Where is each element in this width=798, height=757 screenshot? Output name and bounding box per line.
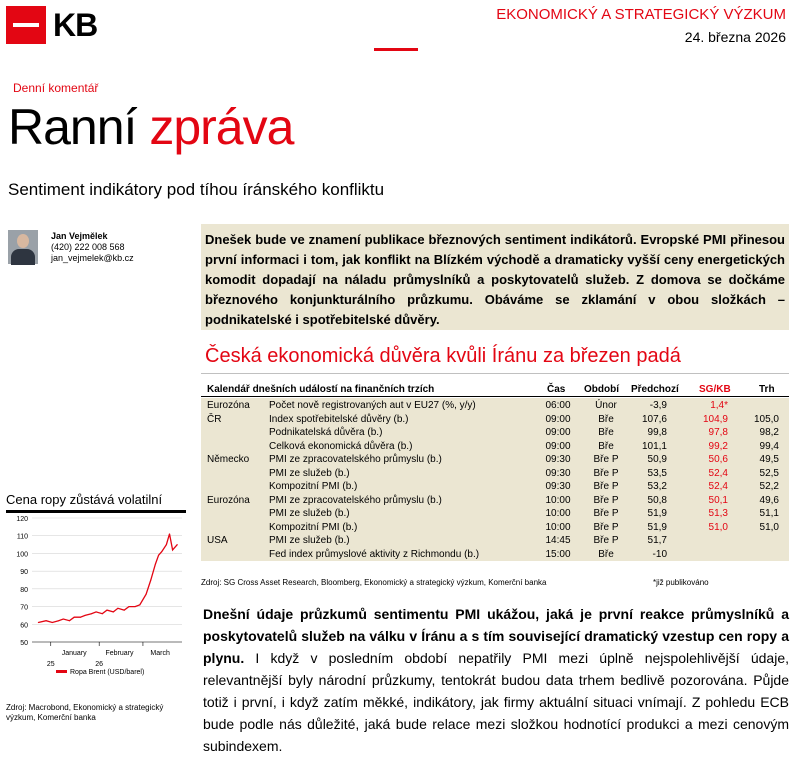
data-point: [38, 622, 39, 623]
cell-market: 99,4: [759, 440, 779, 452]
data-point: [58, 620, 59, 621]
cell-event: PMI ze zpracovatelského průmyslu (b.): [269, 454, 442, 465]
oil-price-chart: [6, 514, 192, 702]
data-point: [46, 620, 47, 621]
author-email[interactable]: jan_vejmelek@kb.cz: [51, 253, 134, 263]
cell-event: Kompozitní PMI (b.): [269, 481, 358, 492]
cell-market: 51,1: [759, 508, 779, 519]
calendar-header: [201, 381, 789, 397]
y-tick-label: 100: [16, 551, 28, 559]
cell-period: Bře P: [593, 508, 619, 519]
cell-forecast: 1,4*: [710, 400, 728, 411]
data-point: [150, 580, 151, 581]
chart-title: Cena ropy zůstává volatilní: [6, 492, 163, 507]
author-info: [51, 231, 134, 264]
cell-forecast: 51,3: [708, 508, 728, 519]
calendar-footer: [201, 578, 789, 587]
y-tick-label: 70: [20, 604, 28, 612]
cell-time: 14:45: [545, 535, 571, 546]
cell-period: Bře: [598, 440, 614, 452]
cell-market: 52,5: [759, 467, 779, 479]
cell-forecast: 50,6: [708, 454, 728, 465]
y-tick-label: 80: [20, 586, 28, 594]
y-tick-label: 120: [16, 516, 28, 523]
y-tick-label: 60: [20, 622, 28, 630]
cell-previous: 51,9: [647, 521, 667, 533]
cell-previous: 50,8: [647, 494, 667, 506]
cell-period: Bře P: [593, 467, 619, 479]
data-point: [96, 611, 97, 612]
cell-period: Bře: [598, 413, 614, 425]
x-tick-label: March: [150, 650, 170, 657]
body-paragraph: [203, 603, 789, 757]
data-point: [85, 615, 86, 616]
cell-time: 09:00: [545, 427, 571, 438]
data-point: [128, 606, 129, 607]
report-date: 24. března 2026: [684, 29, 786, 45]
cell-country: Eurozóna: [207, 400, 250, 411]
section-rule: [201, 373, 789, 374]
cell-previous: 51,9: [647, 508, 667, 519]
cell-previous: 53,5: [647, 467, 667, 479]
cell-country: Eurozóna: [207, 494, 250, 506]
kb-logo-text: KB: [53, 7, 98, 43]
x-tick-sublabel: 26: [95, 661, 104, 668]
cell-previous: 51,7: [647, 535, 667, 546]
cell-time: 09:30: [545, 467, 571, 479]
chart-source: Zdroj: Macrobond, Ekonomický a strategický výzkum, Komerční banka: [6, 703, 164, 722]
x-tick-sublabel: 25: [46, 661, 55, 668]
cell-previous: 53,2: [647, 481, 667, 492]
cell-previous: 99,8: [647, 427, 667, 438]
calendar-note: *již publikováno: [653, 578, 709, 587]
author-photo: [8, 230, 38, 264]
cell-time: 09:30: [545, 454, 571, 465]
body-bold-part: Dnešní údaje průzkumů sentimentu PMI ukážou, jaká je první reakce průmyslníků a poskytovatelů služeb na válku v Íránu a s tím související dramatický vzestup cen ropy a plynu.: [203, 606, 789, 666]
cell-country: Německo: [207, 454, 250, 465]
x-tick-label: January: [61, 650, 87, 657]
cell-forecast: 52,4: [708, 467, 728, 479]
cell-time: 10:00: [545, 508, 571, 519]
cell-country: ČR: [207, 413, 222, 425]
cell-time: 09:00: [545, 413, 571, 425]
cell-forecast: 52,4: [708, 481, 728, 492]
cell-previous: 101,1: [641, 440, 667, 452]
event-calendar: [201, 381, 789, 587]
data-point: [172, 549, 173, 550]
cell-market: 49,6: [759, 494, 779, 506]
data-point: [107, 610, 108, 611]
data-point: [166, 544, 167, 545]
cell-market: 98,2: [759, 427, 779, 438]
cell-event: Kompozitní PMI (b.): [269, 521, 358, 533]
data-point: [169, 533, 170, 534]
cell-event: Počet nově registrovaných aut v EU27 (%, y/y): [269, 400, 476, 411]
data-point: [102, 613, 103, 614]
y-tick-label: 90: [20, 569, 28, 577]
cell-previous: -10: [652, 548, 667, 560]
data-point: [52, 622, 53, 623]
cell-period: Bře P: [593, 454, 619, 465]
title-part-2: zpráva: [149, 99, 294, 155]
cell-period: Bře P: [593, 521, 619, 533]
data-point: [80, 617, 81, 618]
legend-label: Ropa Brent (USD/barel): [70, 669, 145, 676]
chart-title-rule: [6, 510, 186, 513]
department-label: EKONOMICKÝ A STRATEGICKÝ VÝZKUM: [496, 6, 786, 23]
cell-time: 15:00: [545, 548, 571, 560]
data-point: [74, 617, 75, 618]
calendar-title: Kalendář dnešních událostí na finančních trzích: [207, 384, 435, 395]
header-accent-rule: [374, 48, 418, 51]
author-phone: (420) 222 008 568: [51, 242, 125, 252]
calendar-body: [201, 398, 789, 561]
col-market: Trh: [759, 384, 775, 395]
cell-event: PMI ze zpracovatelského průmyslu (b.): [269, 494, 442, 506]
cell-time: 06:00: [545, 400, 571, 411]
cell-market: 51,0: [759, 521, 779, 533]
col-period: Období: [584, 384, 619, 395]
data-point: [135, 606, 136, 607]
cell-market: 105,0: [753, 413, 779, 425]
section-title: Česká ekonomická důvěra kvůli Íránu za březen padá: [205, 345, 681, 367]
cell-event: Index spotřebitelské důvěry (b.): [269, 413, 409, 425]
cell-event: PMI ze služeb (b.): [269, 535, 350, 546]
cell-previous: 107,6: [641, 413, 667, 425]
cell-time: 10:00: [545, 494, 571, 506]
cell-period: Bře P: [593, 481, 619, 492]
data-point: [177, 544, 178, 545]
data-point: [113, 611, 114, 612]
cell-event: Fed index průmyslové aktivity z Richmondu (b.): [269, 548, 480, 560]
lead-summary: Dnešek bude ve znamení publikace březnových sentiment indikátorů. Evropské PMI přinesou první informaci i tom, jak konflikt na Blízkém východě a dramaticky vyšší ceny energetických komodit dopadají na náladu průmyslníků a poskytovatelů služeb. Z domova se dočkáme březnového konjunkturálního průzkumu. Obáváme se zklamání v obou složkách – podnikatelské i spotřebitelské důvěry.: [201, 224, 789, 330]
cell-time: 09:30: [545, 481, 571, 492]
cell-market: 49,5: [759, 454, 779, 465]
cell-period: Bře: [598, 427, 614, 438]
data-point: [63, 619, 64, 620]
cell-forecast: 99,2: [708, 440, 728, 452]
legend-swatch: [56, 670, 67, 673]
data-point: [139, 604, 140, 605]
report-title: [8, 96, 293, 158]
calendar-row: [201, 547, 789, 562]
calendar-source: Zdroj: SG Cross Asset Research, Bloomberg, Ekonomický a strategický výzkum, Komerční banka: [201, 578, 547, 587]
cell-period: Bře: [598, 548, 614, 560]
data-point: [117, 608, 118, 609]
cell-period: Únor: [595, 400, 617, 411]
x-tick-label: February: [105, 650, 134, 657]
cell-event: PMI ze služeb (b.): [269, 467, 350, 479]
data-point: [146, 594, 147, 595]
y-tick-label: 50: [20, 640, 28, 647]
cell-event: PMI ze služeb (b.): [269, 508, 350, 519]
kb-logo-mark: [6, 6, 46, 44]
data-point: [124, 610, 125, 611]
col-forecast: SG/KB: [699, 384, 731, 395]
title-part-1: Ranní: [8, 99, 137, 155]
col-time: Čas: [547, 384, 566, 395]
cell-forecast: 97,8: [708, 427, 728, 438]
cell-forecast: 104,9: [702, 413, 728, 425]
y-tick-label: 110: [16, 533, 28, 541]
cell-time: 09:00: [545, 440, 571, 452]
cell-period: Bře P: [593, 494, 619, 506]
cell-previous: -3,9: [649, 400, 667, 411]
cell-previous: 50,9: [647, 454, 667, 465]
data-point: [158, 555, 159, 556]
report-kicker: Denní komentář: [13, 81, 99, 95]
body-normal-part: I když v posledním období nepatřily PMI mezi úplně nejspolehlivější údaje, relevantnější byly národní průzkumy, tentokrát budou data trhem bedlivě pozorována. Půjde totiž i první, i když zatím měkké, indikátory, jak firmy aktuální situaci vnímají. Z pohledu ECB bude podle nás důležité, jaká bude relace mezi složkou hodnotící produkci a mezi cenovým subindexem.: [203, 650, 789, 754]
data-point: [91, 613, 92, 614]
cell-forecast: 51,0: [708, 521, 728, 533]
series-line-brent: [38, 534, 177, 623]
cell-event: Podnikatelská důvěra (b.): [269, 427, 383, 438]
cell-event: Celková ekonomická důvěra (b.): [269, 440, 413, 452]
col-previous: Předchozí: [631, 384, 679, 395]
cell-market: 52,2: [759, 481, 779, 492]
cell-forecast: 50,1: [708, 494, 728, 506]
data-point: [161, 551, 162, 552]
report-subtitle: Sentiment indikátory pod tíhou íránského konfliktu: [8, 180, 385, 199]
cell-period: Bře P: [593, 535, 619, 546]
author-name: Jan Vejmělek: [51, 231, 108, 241]
cell-time: 10:00: [545, 521, 571, 533]
cell-country: USA: [207, 535, 228, 546]
data-point: [155, 564, 156, 565]
data-point: [69, 620, 70, 621]
